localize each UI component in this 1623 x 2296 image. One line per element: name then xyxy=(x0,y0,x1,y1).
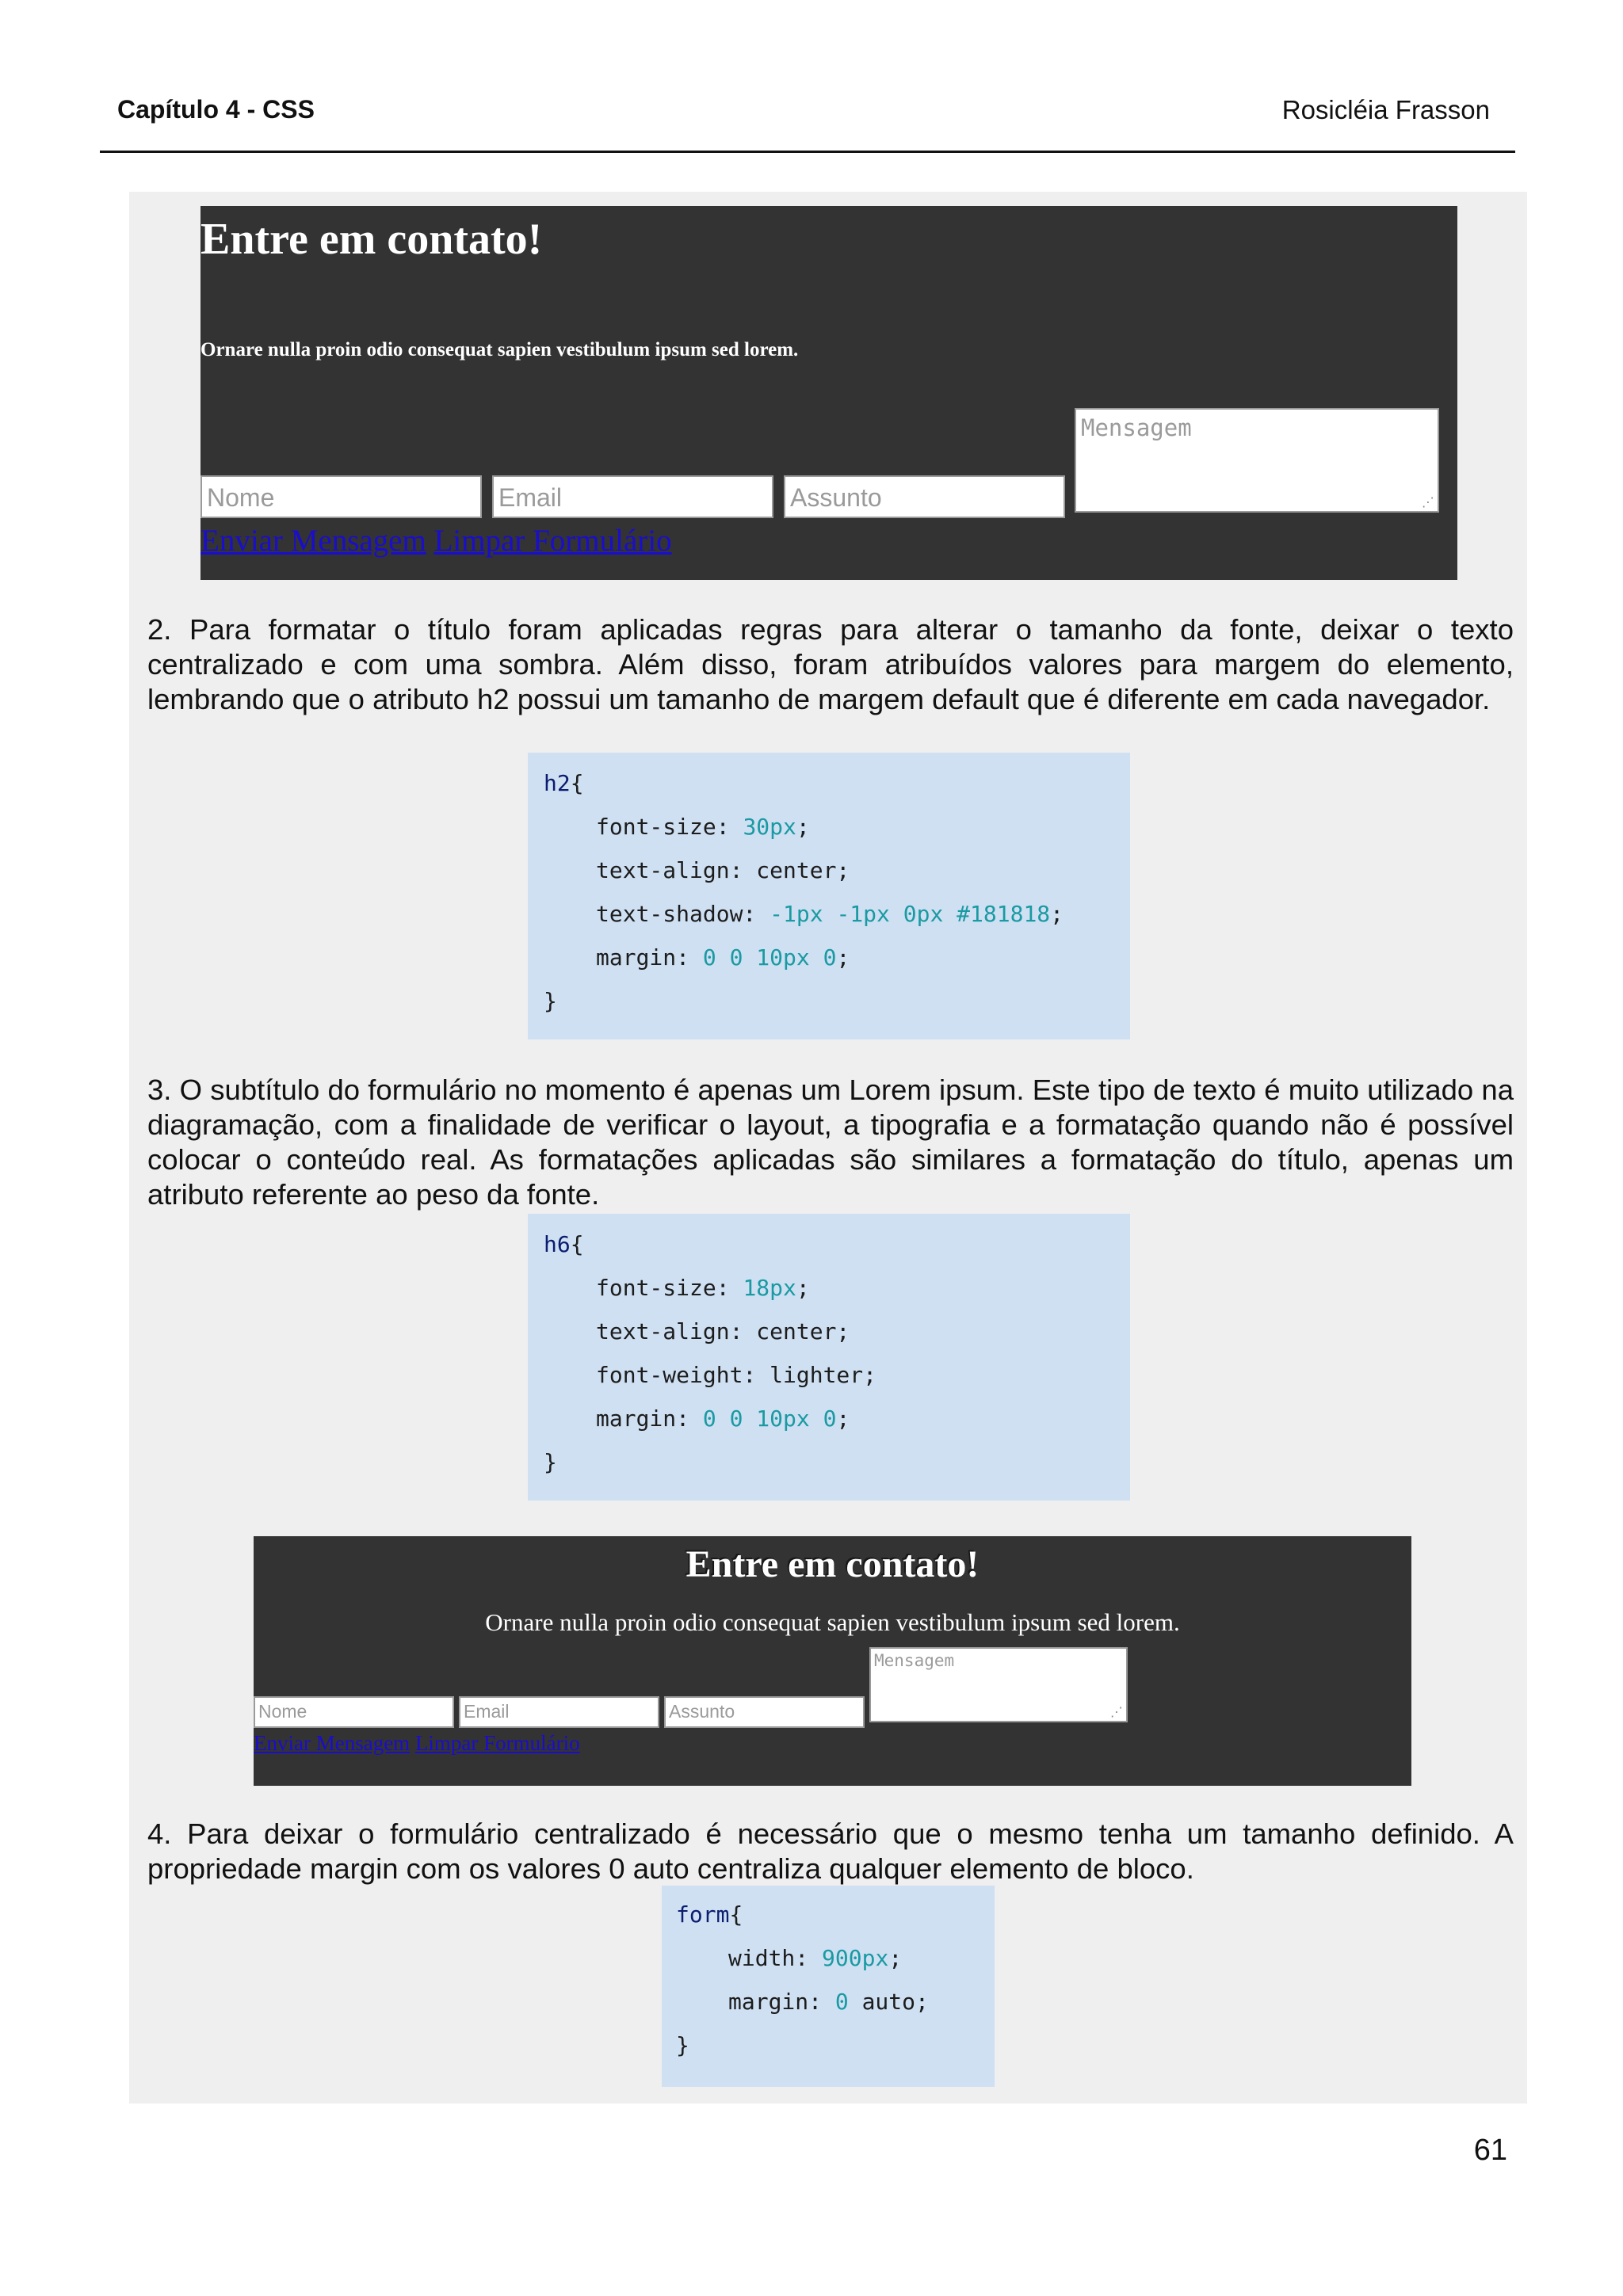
code-line xyxy=(596,1275,810,1301)
code-block-h6 xyxy=(528,1214,1130,1501)
code-property: text-align: center; xyxy=(596,1318,850,1344)
message-textarea[interactable] xyxy=(1075,408,1439,513)
code-block-h2 xyxy=(528,753,1130,1039)
resize-grip-icon[interactable]: ⋰ xyxy=(1110,1704,1123,1719)
message-textarea[interactable] xyxy=(869,1647,1128,1722)
header-divider xyxy=(100,151,1515,153)
code-property: text-align: center; xyxy=(596,857,850,883)
code-line xyxy=(596,814,810,840)
code-open-brace: { xyxy=(570,1231,584,1257)
contact-form-preview-styled xyxy=(254,1536,1411,1786)
preview-title: Entre em contato! xyxy=(685,1543,980,1585)
preview-subtitle: Ornare nulla proin odio consequat sapien vestibulum ipsum sed lorem. xyxy=(200,339,799,360)
clear-form-link[interactable]: Limpar Formulário xyxy=(414,1731,580,1755)
code-selector: form xyxy=(676,1901,730,1928)
code-line xyxy=(596,1362,876,1388)
code-block-form xyxy=(662,1886,995,2087)
code-terminator: ; xyxy=(1050,901,1064,927)
code-close-brace: } xyxy=(544,1449,557,1475)
code-value: 0 0 10px 0 xyxy=(702,1405,837,1432)
code-property: text-shadow: xyxy=(596,901,770,927)
message-placeholder: Mensagem xyxy=(1081,414,1192,441)
code-selector-line xyxy=(676,1901,743,1928)
email-input[interactable] xyxy=(492,475,773,518)
author-name: Rosicléia Frasson xyxy=(1281,95,1490,124)
code-selector-line xyxy=(544,1231,584,1257)
page-number: 61 xyxy=(1473,2134,1507,2167)
subject-input[interactable] xyxy=(664,1696,865,1728)
subject-input[interactable] xyxy=(784,475,1065,518)
subject-placeholder: Assunto xyxy=(790,483,882,512)
preview-title: Entre em contato! xyxy=(200,215,543,264)
code-open-brace: { xyxy=(729,1901,743,1928)
code-property: width: xyxy=(728,1945,823,1971)
code-line xyxy=(596,901,1064,927)
name-input[interactable] xyxy=(200,475,482,518)
message-placeholder: Mensagem xyxy=(874,1651,955,1670)
form-actions xyxy=(254,1731,580,1756)
clear-form-link[interactable]: Limpar Formulário xyxy=(433,524,672,558)
paragraph-step-3: 3. O subtítulo do formulário no momento é apenas um Lorem ipsum. Este tipo de texto é muito utilizado na diagramação, com a finalidade de verificar o layout, a tipografia e a formatação quando não é possível colocar o conteúdo real. As formatações aplicadas são similares a formatação do título, apenas um atributo referente ao peso da fonte. xyxy=(147,1074,1514,1211)
code-value: 18px xyxy=(743,1275,796,1301)
code-line xyxy=(596,857,850,883)
code-property: font-size: xyxy=(596,1275,743,1301)
code-property: margin: xyxy=(728,1989,835,2015)
code-property: font-weight: lighter; xyxy=(596,1362,877,1388)
code-property: margin: xyxy=(596,944,703,971)
code-selector-line xyxy=(544,770,584,796)
code-property: font-size: xyxy=(596,814,743,840)
email-placeholder: Email xyxy=(464,1701,510,1722)
email-input[interactable] xyxy=(459,1696,659,1728)
page-header xyxy=(100,95,1506,127)
send-message-link[interactable]: Enviar Mensagem xyxy=(254,1731,411,1755)
code-value: 30px xyxy=(743,814,796,840)
content-area xyxy=(129,192,1527,2103)
name-placeholder: Nome xyxy=(258,1701,307,1722)
subject-placeholder: Assunto xyxy=(669,1701,735,1722)
code-terminator: ; xyxy=(836,1405,850,1432)
name-input[interactable] xyxy=(254,1696,454,1728)
form-actions xyxy=(200,523,672,559)
code-value: 0 0 10px 0 xyxy=(702,944,837,971)
preview-subtitle: Ornare nulla proin odio consequat sapien vestibulum ipsum sed lorem. xyxy=(485,1608,1180,1636)
paragraph-step-4: 4. Para deixar o formulário centralizado é necessário que o mesmo tenha um tamanho definido. A propriedade margin com os valores 0 auto centraliza qualquer elemento de bloco. xyxy=(147,1817,1514,1885)
code-line xyxy=(596,1405,850,1432)
contact-form-preview-unstyled xyxy=(200,206,1457,580)
code-line xyxy=(596,1318,850,1344)
email-placeholder: Email xyxy=(498,483,563,512)
name-placeholder: Nome xyxy=(207,483,275,512)
code-value: 0 xyxy=(834,1989,849,2015)
code-terminator: auto; xyxy=(848,1989,929,2015)
code-terminator: ; xyxy=(836,944,850,971)
code-terminator: ; xyxy=(796,814,810,840)
code-close-brace: } xyxy=(544,988,557,1014)
code-line xyxy=(728,1989,929,2015)
code-property: margin: xyxy=(596,1405,703,1432)
code-value: 900px xyxy=(822,1945,889,1971)
code-selector: h2 xyxy=(544,770,571,796)
code-value: -1px -1px 0px #181818 xyxy=(769,901,1051,927)
code-line xyxy=(596,944,850,971)
code-terminator: ; xyxy=(796,1275,810,1301)
paragraph-step-2: 2. Para formatar o título foram aplicadas regras para alterar o tamanho da fonte, deixar o texto centralizado e com uma sombra. Além disso, foram atribuídos valores para margem do elemento, lembrando que o atributo h2 possui um tamanho de margem default que é diferente em cada navegador. xyxy=(147,613,1514,715)
chapter-title: Capítulo 4 - CSS xyxy=(117,95,315,124)
code-selector: h6 xyxy=(544,1231,571,1257)
send-message-link[interactable]: Enviar Mensagem xyxy=(200,524,426,558)
code-open-brace: { xyxy=(570,770,584,796)
resize-grip-icon[interactable]: ⋰ xyxy=(1422,494,1434,509)
code-terminator: ; xyxy=(888,1945,903,1971)
code-line xyxy=(728,1945,902,1971)
code-close-brace: } xyxy=(676,2032,689,2058)
